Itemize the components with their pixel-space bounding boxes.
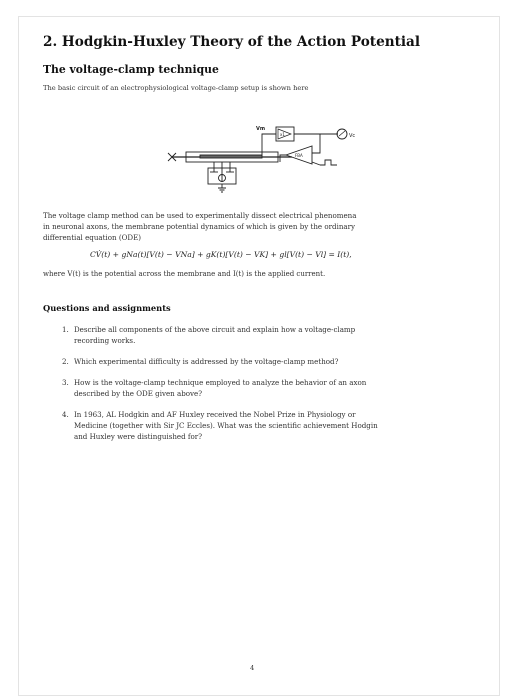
question-line: Which experimental difficulty is addressed by the voltage-clamp method? <box>74 357 339 366</box>
voltage-clamp-circuit-diagram <box>160 120 370 200</box>
where-line: where V(t) is the potential across the membrane and I(t) is the applied current. <box>43 270 326 278</box>
question-line: Describe all components of the above circuit and explain how a voltage-clamp <box>74 325 356 334</box>
intro-text: The basic circuit of an electrophysiological voltage-clamp setup is shown here <box>43 84 309 92</box>
command-pulse <box>320 160 337 165</box>
page-number: 4 <box>250 664 255 672</box>
ode-equation: CV̇(t) + gNa(t)[V(t) − VNa] + gK(t)[V(t) − VK] + gl[V(t) − Vl] = I(t), <box>90 250 352 259</box>
subsection-title: The voltage-clamp technique <box>43 63 219 76</box>
question-line: and Huxley were distinguished for? <box>74 432 203 441</box>
paragraph-line: differential equation (ODE) <box>43 233 142 242</box>
vc-label: Vc <box>349 133 356 139</box>
wire-to-fba <box>312 134 320 153</box>
vc-meter <box>337 129 347 139</box>
paragraph-line: in neuronal axons, the membrane potential dynamics of which is given by the ordinary <box>43 222 356 231</box>
fba-label: FBA <box>295 153 303 158</box>
document-page <box>18 16 500 696</box>
question-line: recording works. <box>74 336 136 345</box>
question-line: In 1963, AL Hodgkin and AF Huxley received the Nobel Prize in Physiology or <box>74 410 356 419</box>
question-number: 1. <box>62 325 69 334</box>
x1-label: x1 <box>280 132 285 137</box>
question-line: How is the voltage-clamp technique employed to analyze the behavior of an axon <box>74 378 367 387</box>
paragraph-line: The voltage clamp method can be used to experimentally dissect electrical phenomena <box>43 211 357 220</box>
wire-axon-to-amp <box>262 134 276 156</box>
question-number: 3. <box>62 378 69 387</box>
question-number: 2. <box>62 357 69 366</box>
question-number: 4. <box>62 410 69 419</box>
inner-electrode <box>200 155 262 158</box>
vm-label: Vm <box>256 126 266 132</box>
question-line: Medicine (together with Sir JC Eccles). What was the scientific achievement Hodgin <box>74 421 378 430</box>
section-title: 2. Hodgkin-Huxley Theory of the Action Potential <box>43 34 421 50</box>
questions-heading: Questions and assignments <box>43 303 171 313</box>
question-line: described by the ODE given above? <box>74 389 203 398</box>
